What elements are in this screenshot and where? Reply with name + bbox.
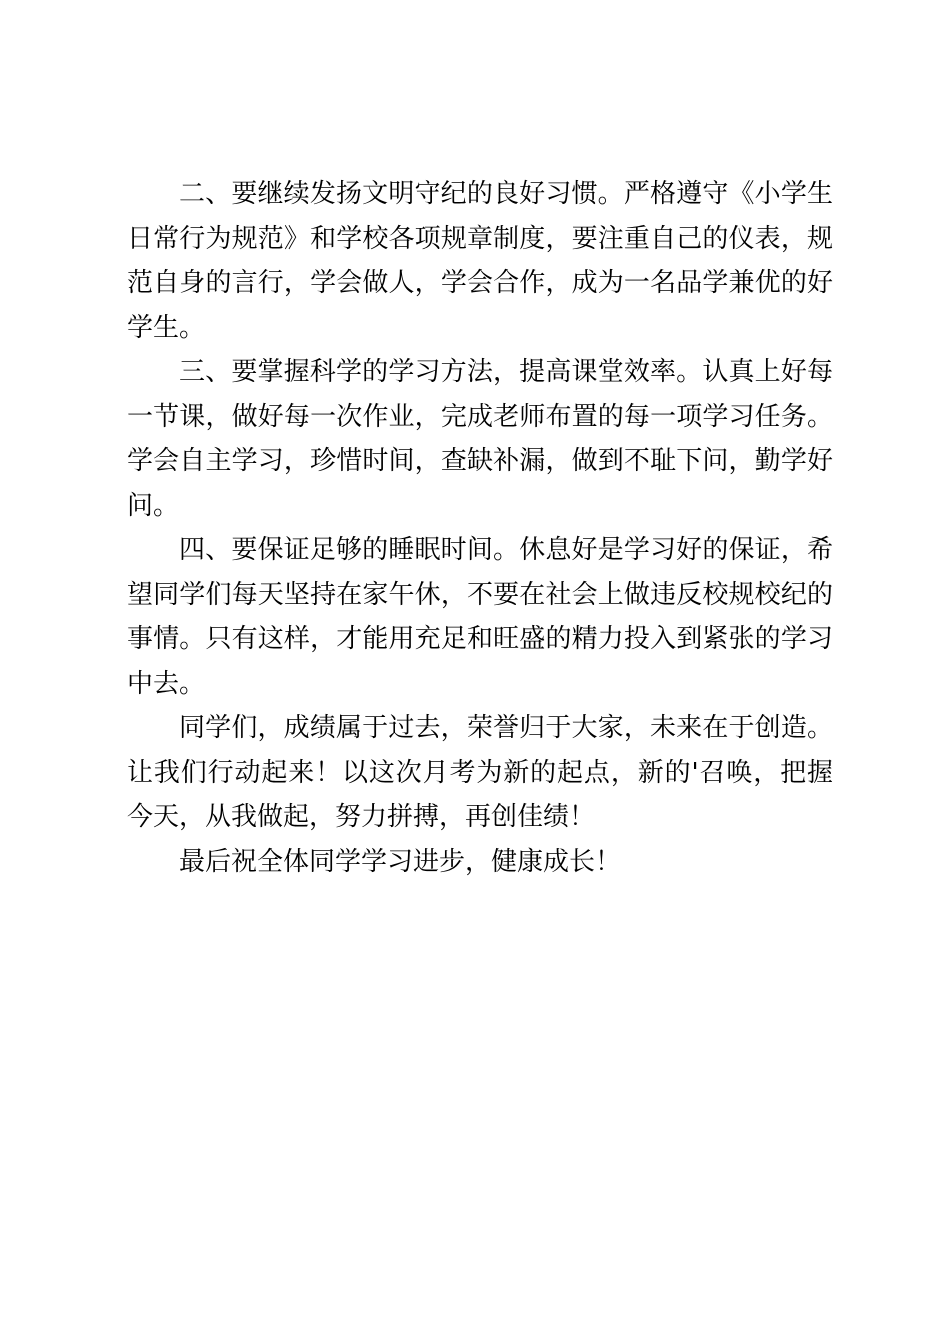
paragraph-3-study-methods: 三、要掌握科学的学习方法，提高课堂效率。认真上好每一节课，做好每一次作业，完成老师布置的每一项学习任务。学会自主学习，珍惜时间，查缺补漏，做到不耻下问，勤学好问。 xyxy=(127,357,833,521)
paragraph-2-civility: 二、要继续发扬文明守纪的良好习惯。严格遵守《小学生日常行为规范》和学校各项规章制度，要注重自己的仪表，规范自身的言行，学会做人，学会合作，成为一名品学兼优的好学生。 xyxy=(127,179,833,343)
paragraph-4-sleep: 四、要保证足够的睡眠时间。休息好是学习好的保证，希望同学们每天坚持在家午休，不要在社会上做违反校规校纪的事情。只有这样，才能用充足和旺盛的精力投入到紧张的学习中去。 xyxy=(127,535,833,699)
paragraph-call-to-action: 同学们，成绩属于过去，荣誉归于大家，未来在于创造。让我们行动起来！以这次月考为新的起点，新的'召唤，把握今天，从我做起，努力拼搏，再创佳绩！ xyxy=(127,713,833,832)
paragraph-closing-wishes: 最后祝全体同学学习进步，健康成长！ xyxy=(179,846,622,877)
document-body xyxy=(127,172,833,884)
